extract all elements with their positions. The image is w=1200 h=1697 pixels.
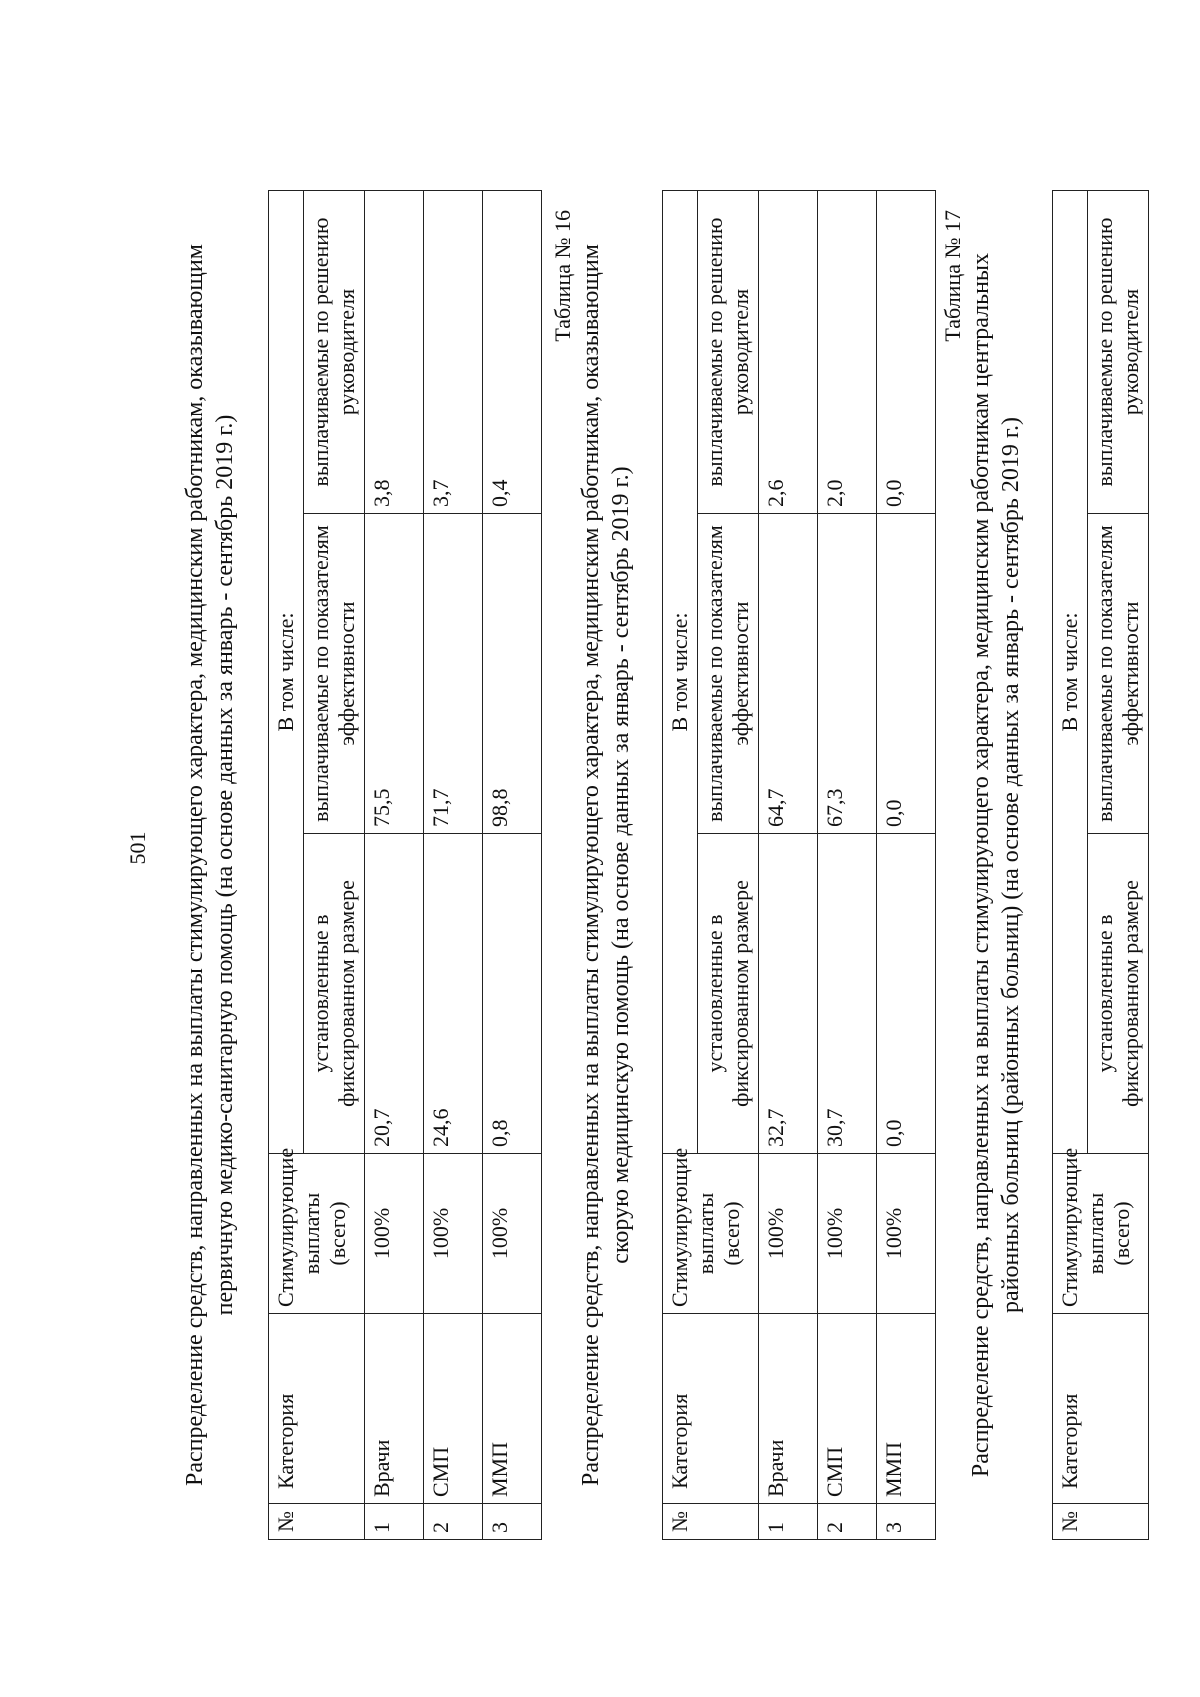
- cell-no: 2: [818, 1504, 877, 1540]
- table3-block: [940, 190, 1149, 1540]
- cell-category: СМП: [818, 1314, 877, 1504]
- cell-category: Врачи: [365, 1314, 424, 1504]
- rotated-document: [180, 190, 1200, 1540]
- header-manager: выплачиваемые по решению руководителя: [698, 191, 759, 514]
- cell-total: 100%: [759, 1154, 818, 1314]
- header-efficiency: выплачиваемые по показателям эффективности: [304, 514, 365, 834]
- cell-category: ММП: [877, 1314, 936, 1504]
- cell-category: ММП: [483, 1314, 542, 1504]
- cell-manager: 2,0: [818, 191, 877, 514]
- cell-total: 100%: [483, 1154, 542, 1314]
- cell-efficiency: 64,7: [759, 514, 818, 834]
- header-total: Стимулирующие выплаты (всего): [1053, 1154, 1149, 1314]
- cell-fixed: 0,8: [483, 834, 542, 1154]
- header-including: В том числе:: [1053, 191, 1088, 1154]
- cell-fixed: 32,7: [759, 834, 818, 1154]
- table-row: [483, 191, 542, 1540]
- table1-caption: Распределение средств, направленных на выплаты стимулирующего характера, медицинским работникам, оказывающим первичную медико-санитарную помощь (на основе данных за январь - сентябрь 2019 г.): [182, 244, 238, 1486]
- header-manager: выплачиваемые по решению руководителя: [1088, 191, 1149, 514]
- cell-efficiency: 75,5: [365, 514, 424, 834]
- table-row: [365, 191, 424, 1540]
- cell-category: СМП: [424, 1314, 483, 1504]
- page-number: 501: [125, 831, 150, 865]
- cell-no: 3: [877, 1504, 936, 1540]
- cell-no: 1: [759, 1504, 818, 1540]
- table1-block: [180, 190, 542, 1540]
- header-fixed: установленные в фиксированном размере: [698, 834, 759, 1154]
- cell-fixed: 24,6: [424, 834, 483, 1154]
- header-total: Стимулирующие выплаты (всего): [663, 1154, 759, 1314]
- cell-efficiency: 67,3: [818, 514, 877, 834]
- header-manager: выплачиваемые по решению руководителя: [304, 191, 365, 514]
- header-efficiency: выплачиваемые по показателям эффективности: [1088, 514, 1149, 834]
- header-fixed: установленные в фиксированном размере: [304, 834, 365, 1154]
- header-no: №: [269, 1504, 365, 1540]
- header-efficiency: выплачиваемые по показателям эффективности: [698, 514, 759, 834]
- cell-total: 100%: [424, 1154, 483, 1314]
- header-category: Категория: [1053, 1314, 1149, 1504]
- table2-label: Таблица № 16: [550, 210, 575, 342]
- header-no: №: [663, 1504, 759, 1540]
- table2: [662, 190, 936, 1540]
- cell-efficiency: 71,7: [424, 514, 483, 834]
- table3-caption: Распределение средств, направленных на выплаты стимулирующего характера, медицинским работникам центральных районных больниц (районных больниц) (на основе данных за январь - сентябрь 2019 г.): [968, 252, 1024, 1478]
- header-no: №: [1053, 1504, 1149, 1540]
- cell-no: 1: [365, 1504, 424, 1540]
- cell-fixed: 0,0: [877, 834, 936, 1154]
- table2-block: [550, 190, 936, 1540]
- header-total: Стимулирующие выплаты (всего): [269, 1154, 365, 1314]
- cell-manager: 3,7: [424, 191, 483, 514]
- cell-total: 100%: [877, 1154, 936, 1314]
- cell-manager: 0,0: [877, 191, 936, 514]
- header-fixed: установленные в фиксированном размере: [1088, 834, 1149, 1154]
- cell-fixed: 20,7: [365, 834, 424, 1154]
- table-row: [818, 191, 877, 1540]
- header-including: В том числе:: [269, 191, 304, 1154]
- cell-total: 100%: [365, 1154, 424, 1314]
- cell-efficiency: 0,0: [877, 514, 936, 834]
- cell-manager: 0,4: [483, 191, 542, 514]
- table3: [1052, 190, 1149, 1540]
- table2-caption: Распределение средств, направленных на выплаты стимулирующего характера, медицинским работникам, оказывающим скорую медицинскую помощь (на основе данных за январь - сентябрь 2019 г.): [578, 244, 634, 1486]
- table-row: [759, 191, 818, 1540]
- header-including: В том числе:: [663, 191, 698, 1154]
- header-category: Категория: [269, 1314, 365, 1504]
- table1: [268, 190, 542, 1540]
- table3-label: Таблица № 17: [940, 210, 965, 342]
- header-category: Категория: [663, 1314, 759, 1504]
- cell-no: 3: [483, 1504, 542, 1540]
- cell-manager: 2,6: [759, 191, 818, 514]
- cell-manager: 3,8: [365, 191, 424, 514]
- cell-category: Врачи: [759, 1314, 818, 1504]
- cell-fixed: 30,7: [818, 834, 877, 1154]
- table-row: [424, 191, 483, 1540]
- cell-no: 2: [424, 1504, 483, 1540]
- table-row: [877, 191, 936, 1540]
- cell-total: 100%: [818, 1154, 877, 1314]
- cell-efficiency: 98,8: [483, 514, 542, 834]
